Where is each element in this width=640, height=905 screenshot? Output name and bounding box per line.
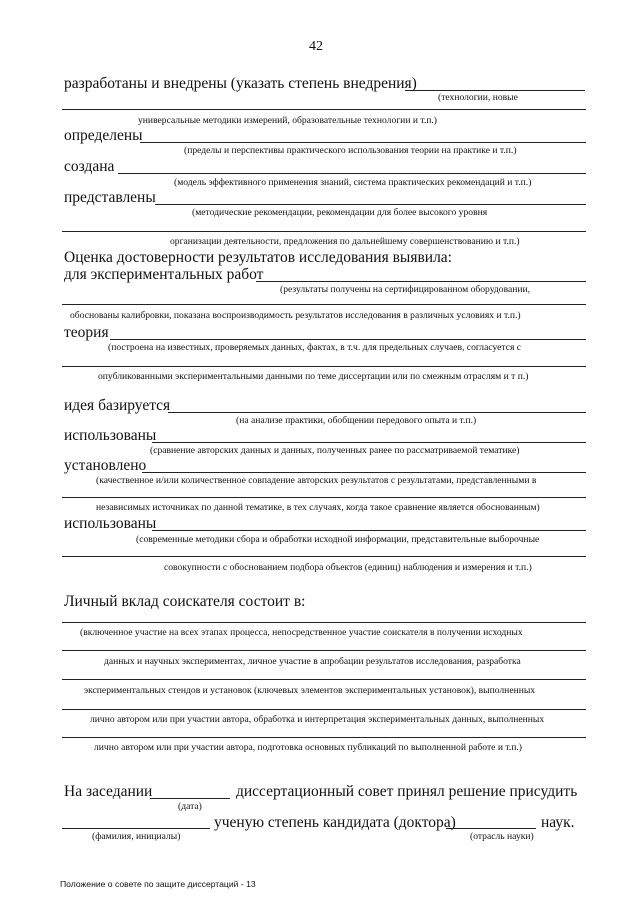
hint-branch: (отрасль науки) (470, 831, 534, 842)
text-experimental: для экспериментальных работ (64, 266, 264, 283)
text-established: установлено (64, 457, 147, 474)
text-degree: ученую степень кандидата (доктора) (214, 814, 456, 831)
text-used-2: использованы (64, 515, 157, 532)
hint-participation: (включенное участие на всех этапах процесса, непосредственное участие соискателя в получении исходных (80, 627, 523, 638)
fill-line (62, 304, 586, 305)
hint-organization: организации деятельности, предложения по дальнейшему совершенствованию и т.п.) (170, 236, 520, 247)
hint-processing: лично автором или при участии автора, обработка и интерпретация экспериментальных данных, выполненных (90, 714, 545, 725)
fill-line-date (150, 798, 230, 799)
text-council-decision: диссертационный совет принял решение присудить (236, 783, 578, 800)
hint-data: данных и научных экспериментах, личное участие в апробации результатов исследования, разработка (104, 656, 521, 667)
hint-comparison: (сравнение авторских данных и данных, полученных ранее по рассматриваемой тематике) (150, 445, 520, 456)
fill-line (62, 109, 586, 110)
fill-line (62, 622, 586, 623)
fill-line (155, 204, 586, 205)
hint-samples: совокупности с обоснованием подбора объектов (единиц) наблюдения и измерения и т.п.) (164, 562, 532, 573)
hint-practice: (на анализе практики, обобщении передового опыта и т.п.) (236, 415, 477, 426)
hint-methods: универсальные методики измерений, образовательные технологии и т.п.) (138, 115, 437, 126)
hint-published: опубликованными экспериментальными данными по теме диссертации или по смежным отраслям и т п.) (98, 371, 529, 382)
text-theory: теория (64, 324, 109, 341)
text-meeting: На заседании (64, 783, 153, 800)
hint-coincidence: (качественное и/или количественное совпадение авторских результатов с результатами, представленными в (96, 475, 537, 486)
hint-built-on: (построена на известных, проверяемых данных, фактах, в т.ч. для предельных случаев, согласуется с (108, 342, 522, 353)
footer-note: Положение о совете по защите диссертаций - 13 (60, 879, 256, 889)
hint-technologies: (технологии, новые (438, 92, 518, 103)
fill-line (140, 142, 586, 143)
hint-certified: (результаты получены на сертифицированном оборудовании, (280, 284, 531, 295)
fill-line (62, 709, 586, 710)
text-developed: разработаны и внедрены (указать степень внедрения) (64, 75, 417, 92)
fill-line (405, 90, 585, 91)
fill-line (110, 339, 586, 340)
fill-line (152, 442, 586, 443)
page-number: 42 (309, 39, 323, 54)
fill-line (62, 679, 586, 680)
hint-calibration: обоснованы калибровки, показана воспроизводимость результатов исследования в различных условиях и т.п.) (70, 310, 521, 321)
text-used: использованы (64, 427, 157, 444)
fill-line (142, 472, 586, 473)
hint-name: (фамилия, инициалы) (92, 831, 181, 842)
fill-line (62, 497, 586, 498)
hint-modern-methods: (современные методики сбора и обработки исходной информации, представительные выборочные (136, 534, 540, 545)
fill-line (62, 366, 586, 367)
hint-independent: независимых источниках по данной тематике, в тех случаях, когда такое сравнение является обоснованным) (96, 502, 540, 513)
fill-line (62, 556, 586, 557)
fill-line (256, 281, 586, 282)
fill-line-name (62, 828, 210, 829)
fill-line (152, 530, 586, 531)
hint-date: (дата) (178, 801, 202, 812)
fill-line (62, 231, 586, 232)
text-defined: определены (64, 127, 143, 144)
hint-model: (модель эффективного применения знаний, система практических рекомендаций и т.п.) (174, 177, 532, 188)
hint-stands: экспериментальных стендов и установок (ключевых элементов экспериментальных установок), выполненных (84, 685, 536, 696)
text-assessment: Оценка достоверности результатов исследования выявила: (64, 249, 452, 266)
fill-line-branch (446, 828, 536, 829)
text-sciences: наук. (541, 814, 575, 831)
text-presented: представлены (64, 189, 156, 206)
text-idea: идея базируется (64, 397, 171, 414)
fill-line (168, 412, 586, 413)
hint-publications: лично автором или при участии автора, подготовка основных публикаций по выполненной работе и т.п.) (94, 742, 522, 753)
fill-line (62, 737, 586, 738)
hint-limits: (пределы и перспективы практического использования теории на практике и т.п.) (184, 145, 517, 156)
text-created: создана (64, 158, 115, 175)
fill-line (62, 650, 586, 651)
fill-line (118, 173, 586, 174)
text-personal-contribution: Личный вклад соискателя состоит в: (64, 593, 306, 610)
hint-recommendations: (методические рекомендации, рекомендации для более высокого уровня (192, 207, 488, 218)
